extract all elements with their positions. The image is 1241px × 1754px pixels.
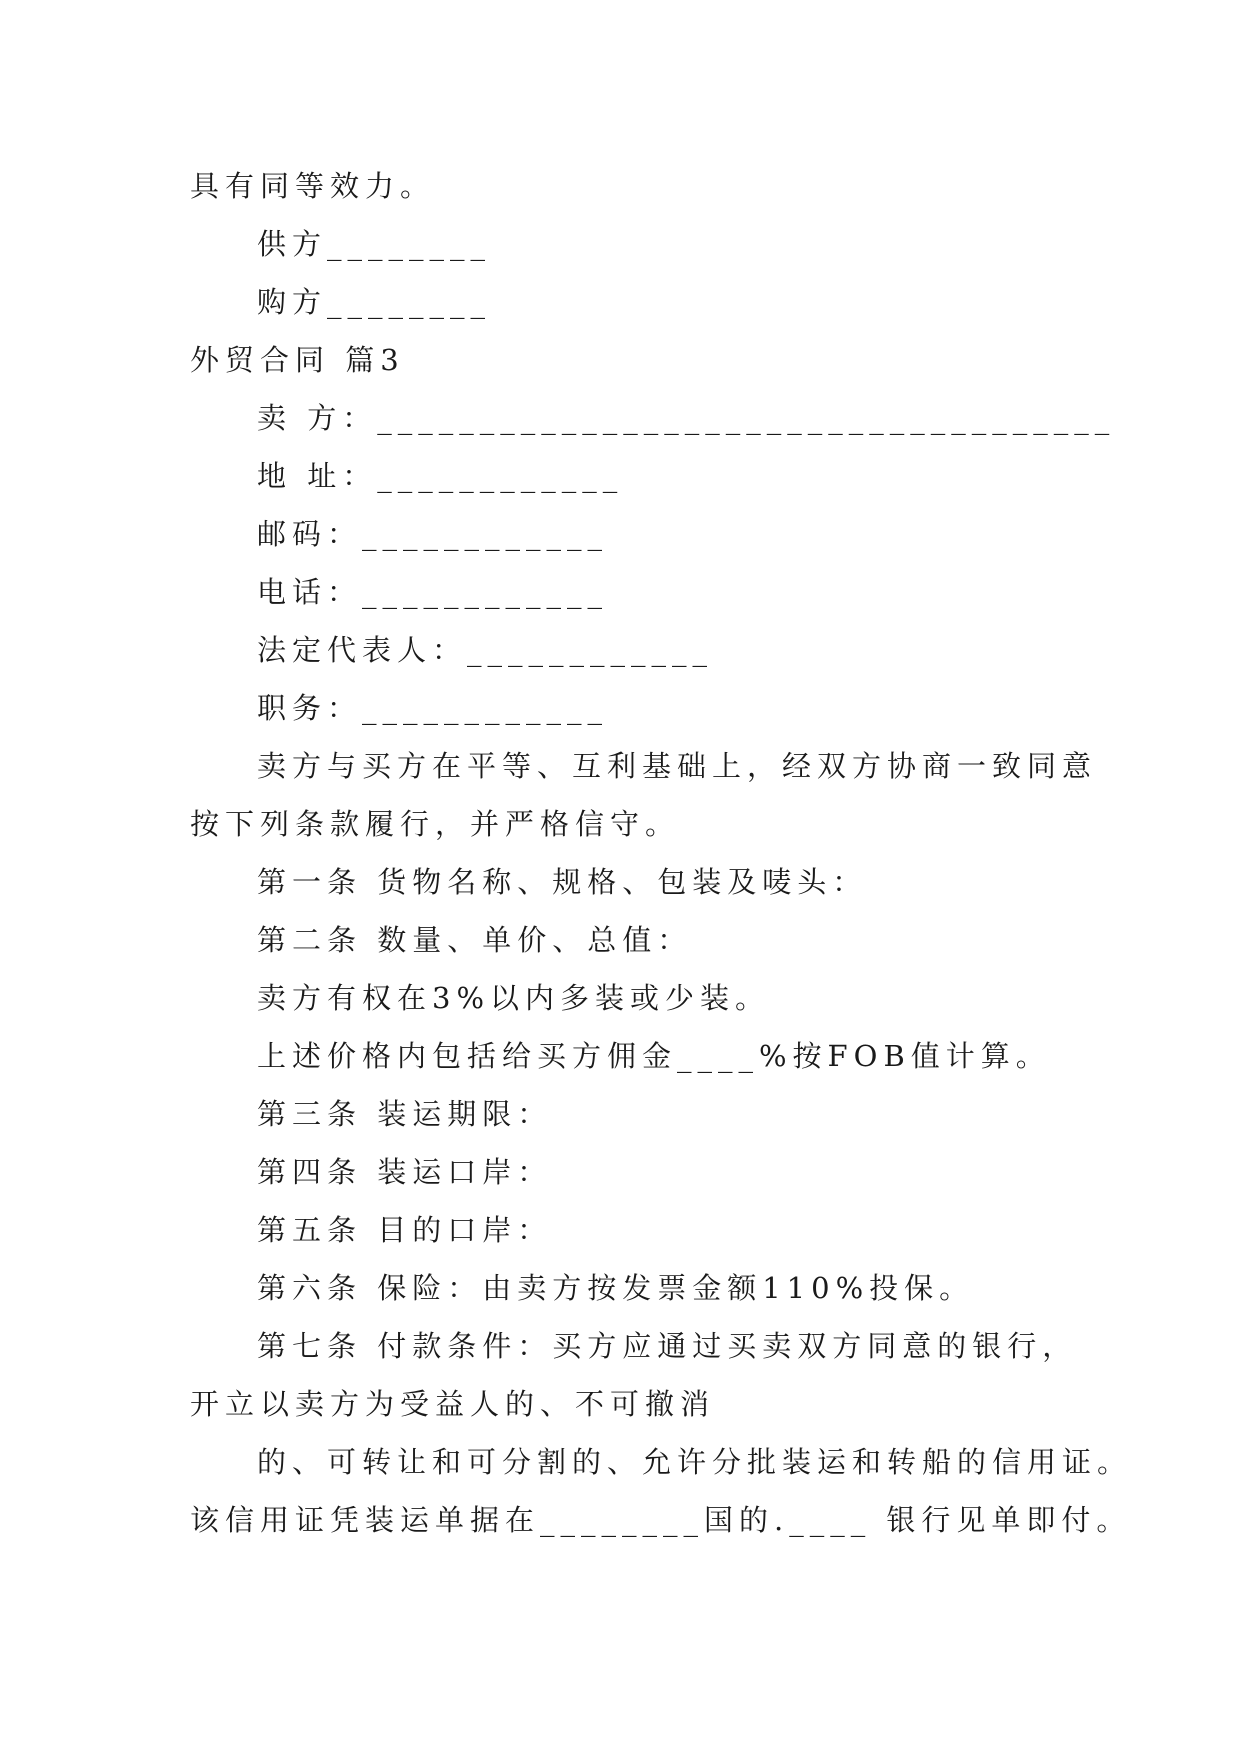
buyer-signature-line: 购方________ (257, 285, 492, 319)
paragraph-line: 卖方有权在3%以内多装或少装。 (257, 981, 771, 1015)
position-field: 职务：____________ (257, 691, 609, 725)
address-field: 地 址：____________ (257, 459, 624, 493)
paragraph-line: 开立以卖方为受益人的、不可撤消 (190, 1387, 716, 1421)
postcode-field: 邮码：____________ (257, 517, 609, 551)
clause-7: 第七条 付款条件：买方应通过买卖双方同意的银行， (257, 1329, 1078, 1363)
phone-field: 电话：____________ (257, 575, 609, 609)
seller-field: 卖 方：____________________________________ (257, 401, 1116, 435)
supplier-signature-line: 供方________ (257, 227, 492, 261)
section-heading: 外贸合同 篇3 (190, 343, 405, 377)
clause-1: 第一条 货物名称、规格、包装及唛头： (257, 865, 868, 899)
clause-6: 第六条 保险：由卖方按发票金额110%投保。 (257, 1271, 975, 1305)
paragraph-line: 上述价格内包括给买方佣金____%按FOB值计算。 (257, 1039, 1051, 1073)
clause-2: 第二条 数量、单价、总值： (257, 923, 693, 957)
clause-4: 第四条 装运口岸： (257, 1155, 553, 1189)
clause-5: 第五条 目的口岸： (257, 1213, 553, 1247)
clause-3: 第三条 装运期限： (257, 1097, 553, 1131)
legal-representative-field: 法定代表人：____________ (257, 633, 714, 667)
paragraph-line: 按下列条款履行，并严格信守。 (190, 807, 681, 841)
paragraph-line: 具有同等效力。 (190, 169, 436, 203)
paragraph-line: 卖方与买方在平等、互利基础上，经双方协商一致同意 (257, 749, 1098, 783)
paragraph-line: 该信用证凭装运单据在________国的.____ 银行见单即付。 (190, 1503, 1132, 1537)
paragraph-line: 的、可转让和可分割的、允许分批装运和转船的信用证。 (257, 1445, 1133, 1479)
